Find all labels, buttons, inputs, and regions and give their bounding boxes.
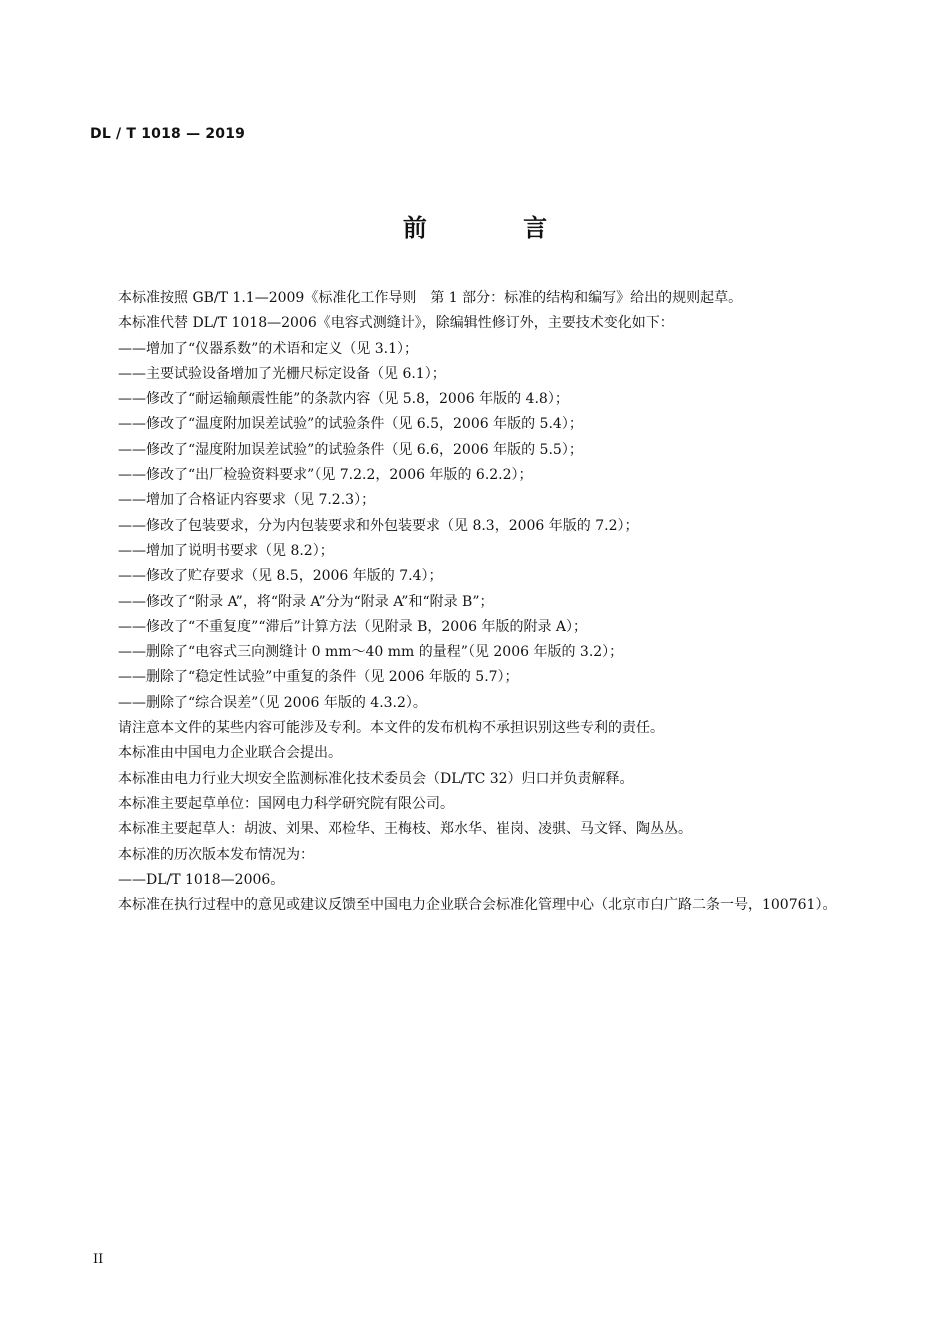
paragraph-replaces: 本标准代替 DL/T 1018—2006《电容式测缝计》，除编辑性修订外，主要技术变化如下： <box>118 315 674 332</box>
paragraph-patent-notice: 请注意本文件的某些内容可能涉及专利。本文件的发布机构不承担识别这些专利的责任。 <box>118 720 664 737</box>
paragraph-feedback: 本标准在执行过程中的意见或建议反馈至中国电力企业联合会标准化管理中心（北京市白广路二条一号，100761）。 <box>118 897 837 914</box>
paragraph-version-history: 本标准的历次版本发布情况为： <box>118 846 314 863</box>
change-item: ——修改了“温度附加误差试验”的试验条件（见 6.5，2006 年版的 5.4）； <box>118 416 583 433</box>
change-item: ——增加了“仪器系数”的术语和定义（见 3.1）； <box>118 340 419 357</box>
paragraph-drafters: 本标准主要起草人：胡波、刘果、邓检华、王梅枝、郑水华、崔岗、凌骐、马文铎、陶丛丛。 <box>118 821 692 838</box>
paragraph-committee: 本标准由电力行业大坝安全监测标准化技术委员会（DL/TC 32）归口并负责解释。 <box>118 770 634 787</box>
change-item: ——删除了“电容式三向测缝计 0 mm～40 mm 的量程”（见 2006 年版的 3.2）； <box>118 644 624 661</box>
change-item: ——增加了说明书要求（见 8.2）； <box>118 542 334 559</box>
change-item: ——修改了“湿度附加误差试验”的试验条件（见 6.6，2006 年版的 5.5）； <box>118 441 583 458</box>
change-item: ——修改了“出厂检验资料要求”（见 7.2.2，2006 年版的 6.2.2）； <box>118 467 533 484</box>
page-title: 前 言 <box>402 214 592 242</box>
foreword-body <box>90 286 850 918</box>
page-number: II <box>93 1252 104 1267</box>
change-item: ——修改了包装要求，分为内包装要求和外包装要求（见 8.3，2006 年版的 7.2）； <box>118 517 639 534</box>
change-item: ——删除了“综合误差”（见 2006 年版的 4.3.2）。 <box>118 694 427 711</box>
change-item: ——增加了合格证内容要求（见 7.2.3）； <box>118 492 376 509</box>
paragraph-drafting-rules: 本标准按照 GB/T 1.1—2009《标准化工作导则 第 1 部分：标准的结构和编写》给出的规则起草。 <box>118 290 743 306</box>
change-item: ——修改了“不重复度”“滞后”计算方法（见附录 B，2006 年版的附录 A）； <box>118 618 588 635</box>
change-item: ——修改了贮存要求（见 8.5，2006 年版的 7.4）； <box>118 568 443 585</box>
document-code: DL / T 1018 — 2019 <box>90 126 246 142</box>
paragraph-drafting-unit: 本标准主要起草单位：国网电力科学研究院有限公司。 <box>118 795 454 812</box>
paragraph-proposer: 本标准由中国电力企业联合会提出。 <box>118 745 342 762</box>
change-item: ——删除了“稳定性试验”中重复的条件（见 2006 年版的 5.7）； <box>118 669 519 686</box>
change-item: ——修改了“附录 A”，将“附录 A”分为“附录 A”和“附录 B”； <box>118 593 494 610</box>
change-item: ——修改了“耐运输颠震性能”的条款内容（见 5.8，2006 年版的 4.8）； <box>118 391 569 408</box>
change-item: ——主要试验设备增加了光栅尺标定设备（见 6.1）； <box>118 365 446 382</box>
version-item: ——DL/T 1018—2006。 <box>118 871 285 888</box>
